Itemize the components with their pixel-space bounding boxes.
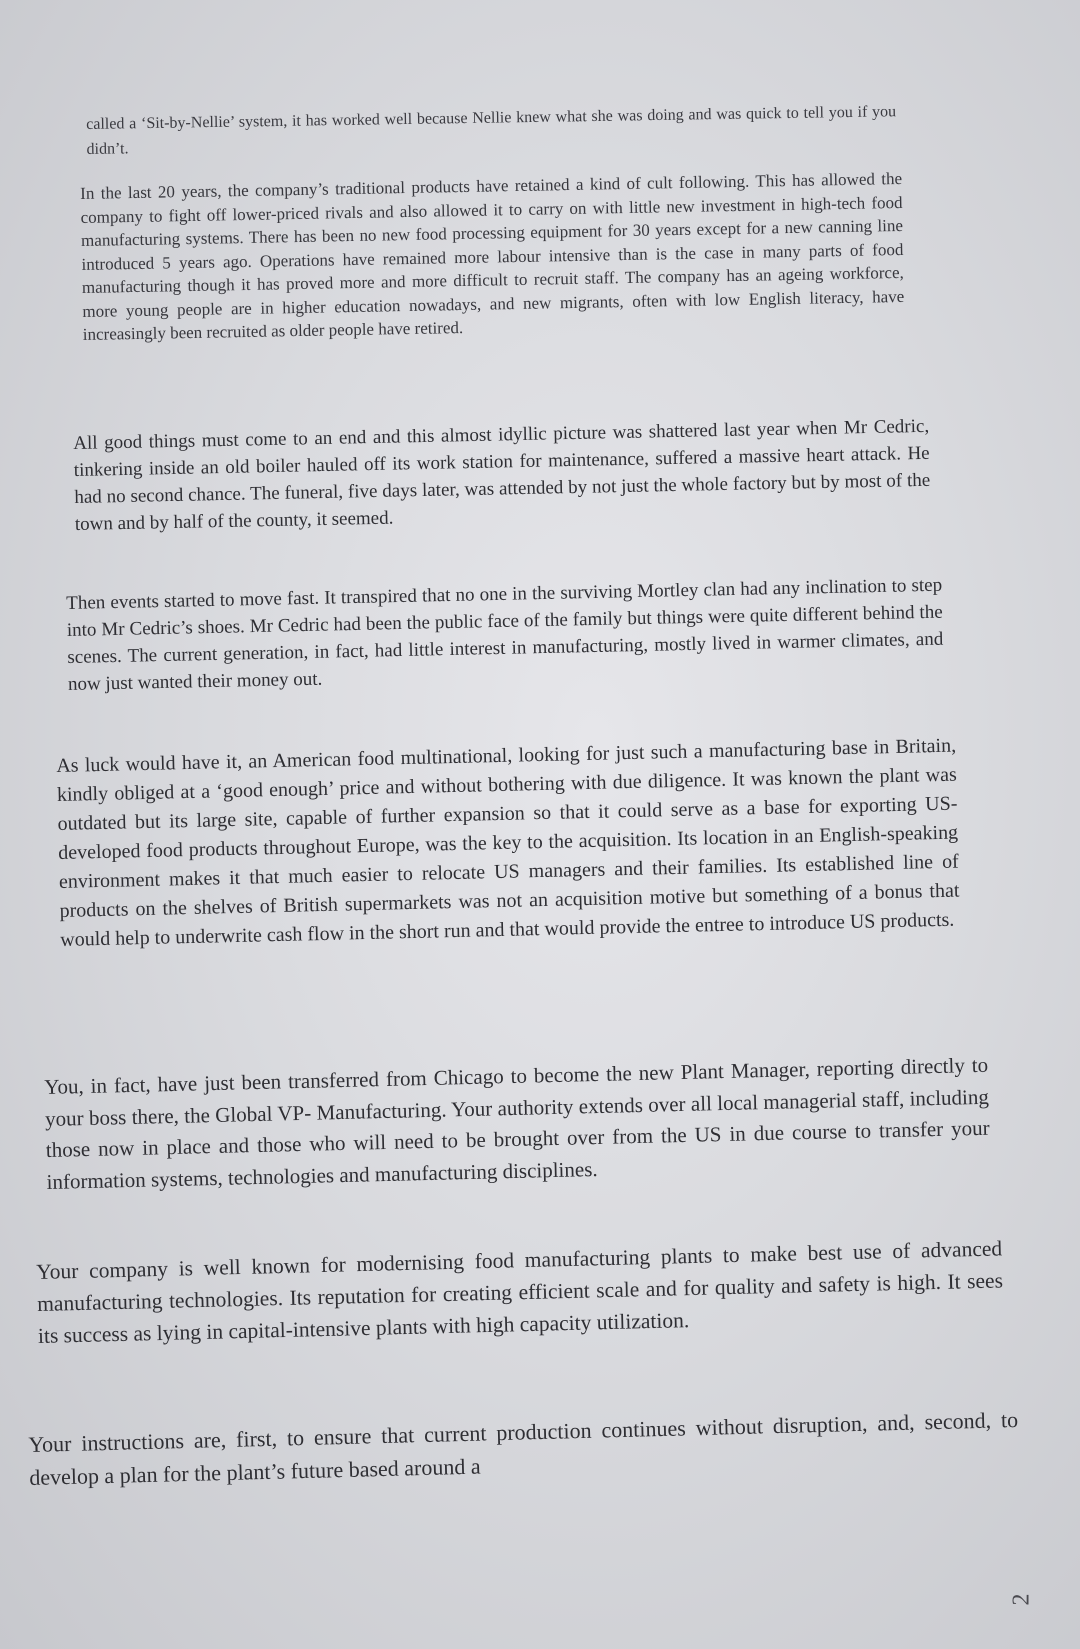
paragraph-sit-by-nellie: [86, 99, 897, 162]
paragraph-traditional-products: [80, 167, 905, 347]
paragraph-text: In the last 20 years, the company’s traditional products have retained a kind of cult following. This has allowed the company to fight off lower-priced rivals and also allowed it to carry on with little new investment in high-tech food manufacturing systems. There has been no new food processing equipment for 30 years except for a new canning line introduced 5 years ago. Operations have remained more labour intensive than is the case in many parts of food manufacturing though it has proved more and more difficult to recruit staff. The company has an ageing workforce, more young people are in higher education nowadays, and new migrants, often with low English literacy, have increasingly been recruited as older people have retired.: [80, 168, 905, 344]
paragraph-events-move-fast: [66, 572, 944, 698]
page-number: 2: [1008, 1593, 1035, 1606]
paragraph-american-acquisition: [56, 732, 960, 955]
paragraph-text: Your instructions are, first, to ensure that current production continues without disruption, and, second, to develop a plan for the plant’s future based around a: [28, 1406, 1019, 1490]
paragraph-text: called a ‘Sit-by-Nellie’ system, it has worked well because Nellie knew what she was doing and was quick to tell you if you didn’t.: [86, 103, 897, 158]
paragraph-text: Your company is well known for modernising food manufacturing plants to make best use of advanced manufacturing technologies. Its reputation for creating efficient scale and for quality and safety is high. It sees its success as lying in capital-intensive plants with high capacity utilization.: [36, 1236, 1004, 1348]
paragraph-text: Then events started to move fast. It transpired that no one in the surviving Mortley clan had any inclination to step into Mr Cedric’s shoes. Mr Cedric had been the public face of the family but things were quite different behind the scenes. The current generation, in fact, had little interest in manufacturing, mostly lived in warmer climates, and now just wanted their money out.: [66, 574, 944, 695]
paragraph-text: All good things must come to an end and this almost idyllic picture was shattered last year when Mr Cedric, tinkering inside an old boiler hauled off its work station for maintenance, suffered a massive heart attack. He had no second chance. The funeral, five days later, was attended by not just the whole factory but by most of the town and by half of the county, it seemed.: [73, 415, 931, 535]
paragraph-company-reputation: [36, 1232, 1004, 1352]
paragraph-text: You, in fact, have just been transferred from Chicago to become the new Plant Manager, reporting directly to your boss there, the Global VP- Manufacturing. Your authority extends over all local managerial staff, including those now in place and those who will need to be brought over from the US in due course to transfer your information systems, technologies and manufacturing disciplines.: [44, 1052, 990, 1194]
paragraph-text: As luck would have it, an American food multinational, looking for just such a manufacturing base in Britain, kindly obliged at a ‘good enough’ price and without bothering with due diligence. It was known the plant was outdated but its large site, capable of further expansion so that it could serve as a base for exporting US-developed food products throughout Europe, was the key to the acquisition. Its location in an English-speaking environment makes it that much easier to relocate US managers and their families. Its established line of products on the shelves of British supermarkets was not an acquisition motive but something of a bonus that would help to underwrite cash flow in the short run and that would provide the entree to introduce US products.: [56, 734, 960, 951]
paragraph-instructions: [28, 1403, 1019, 1494]
paragraph-mr-cedric-death: [73, 413, 931, 538]
paragraph-plant-manager-role: [44, 1050, 991, 1198]
